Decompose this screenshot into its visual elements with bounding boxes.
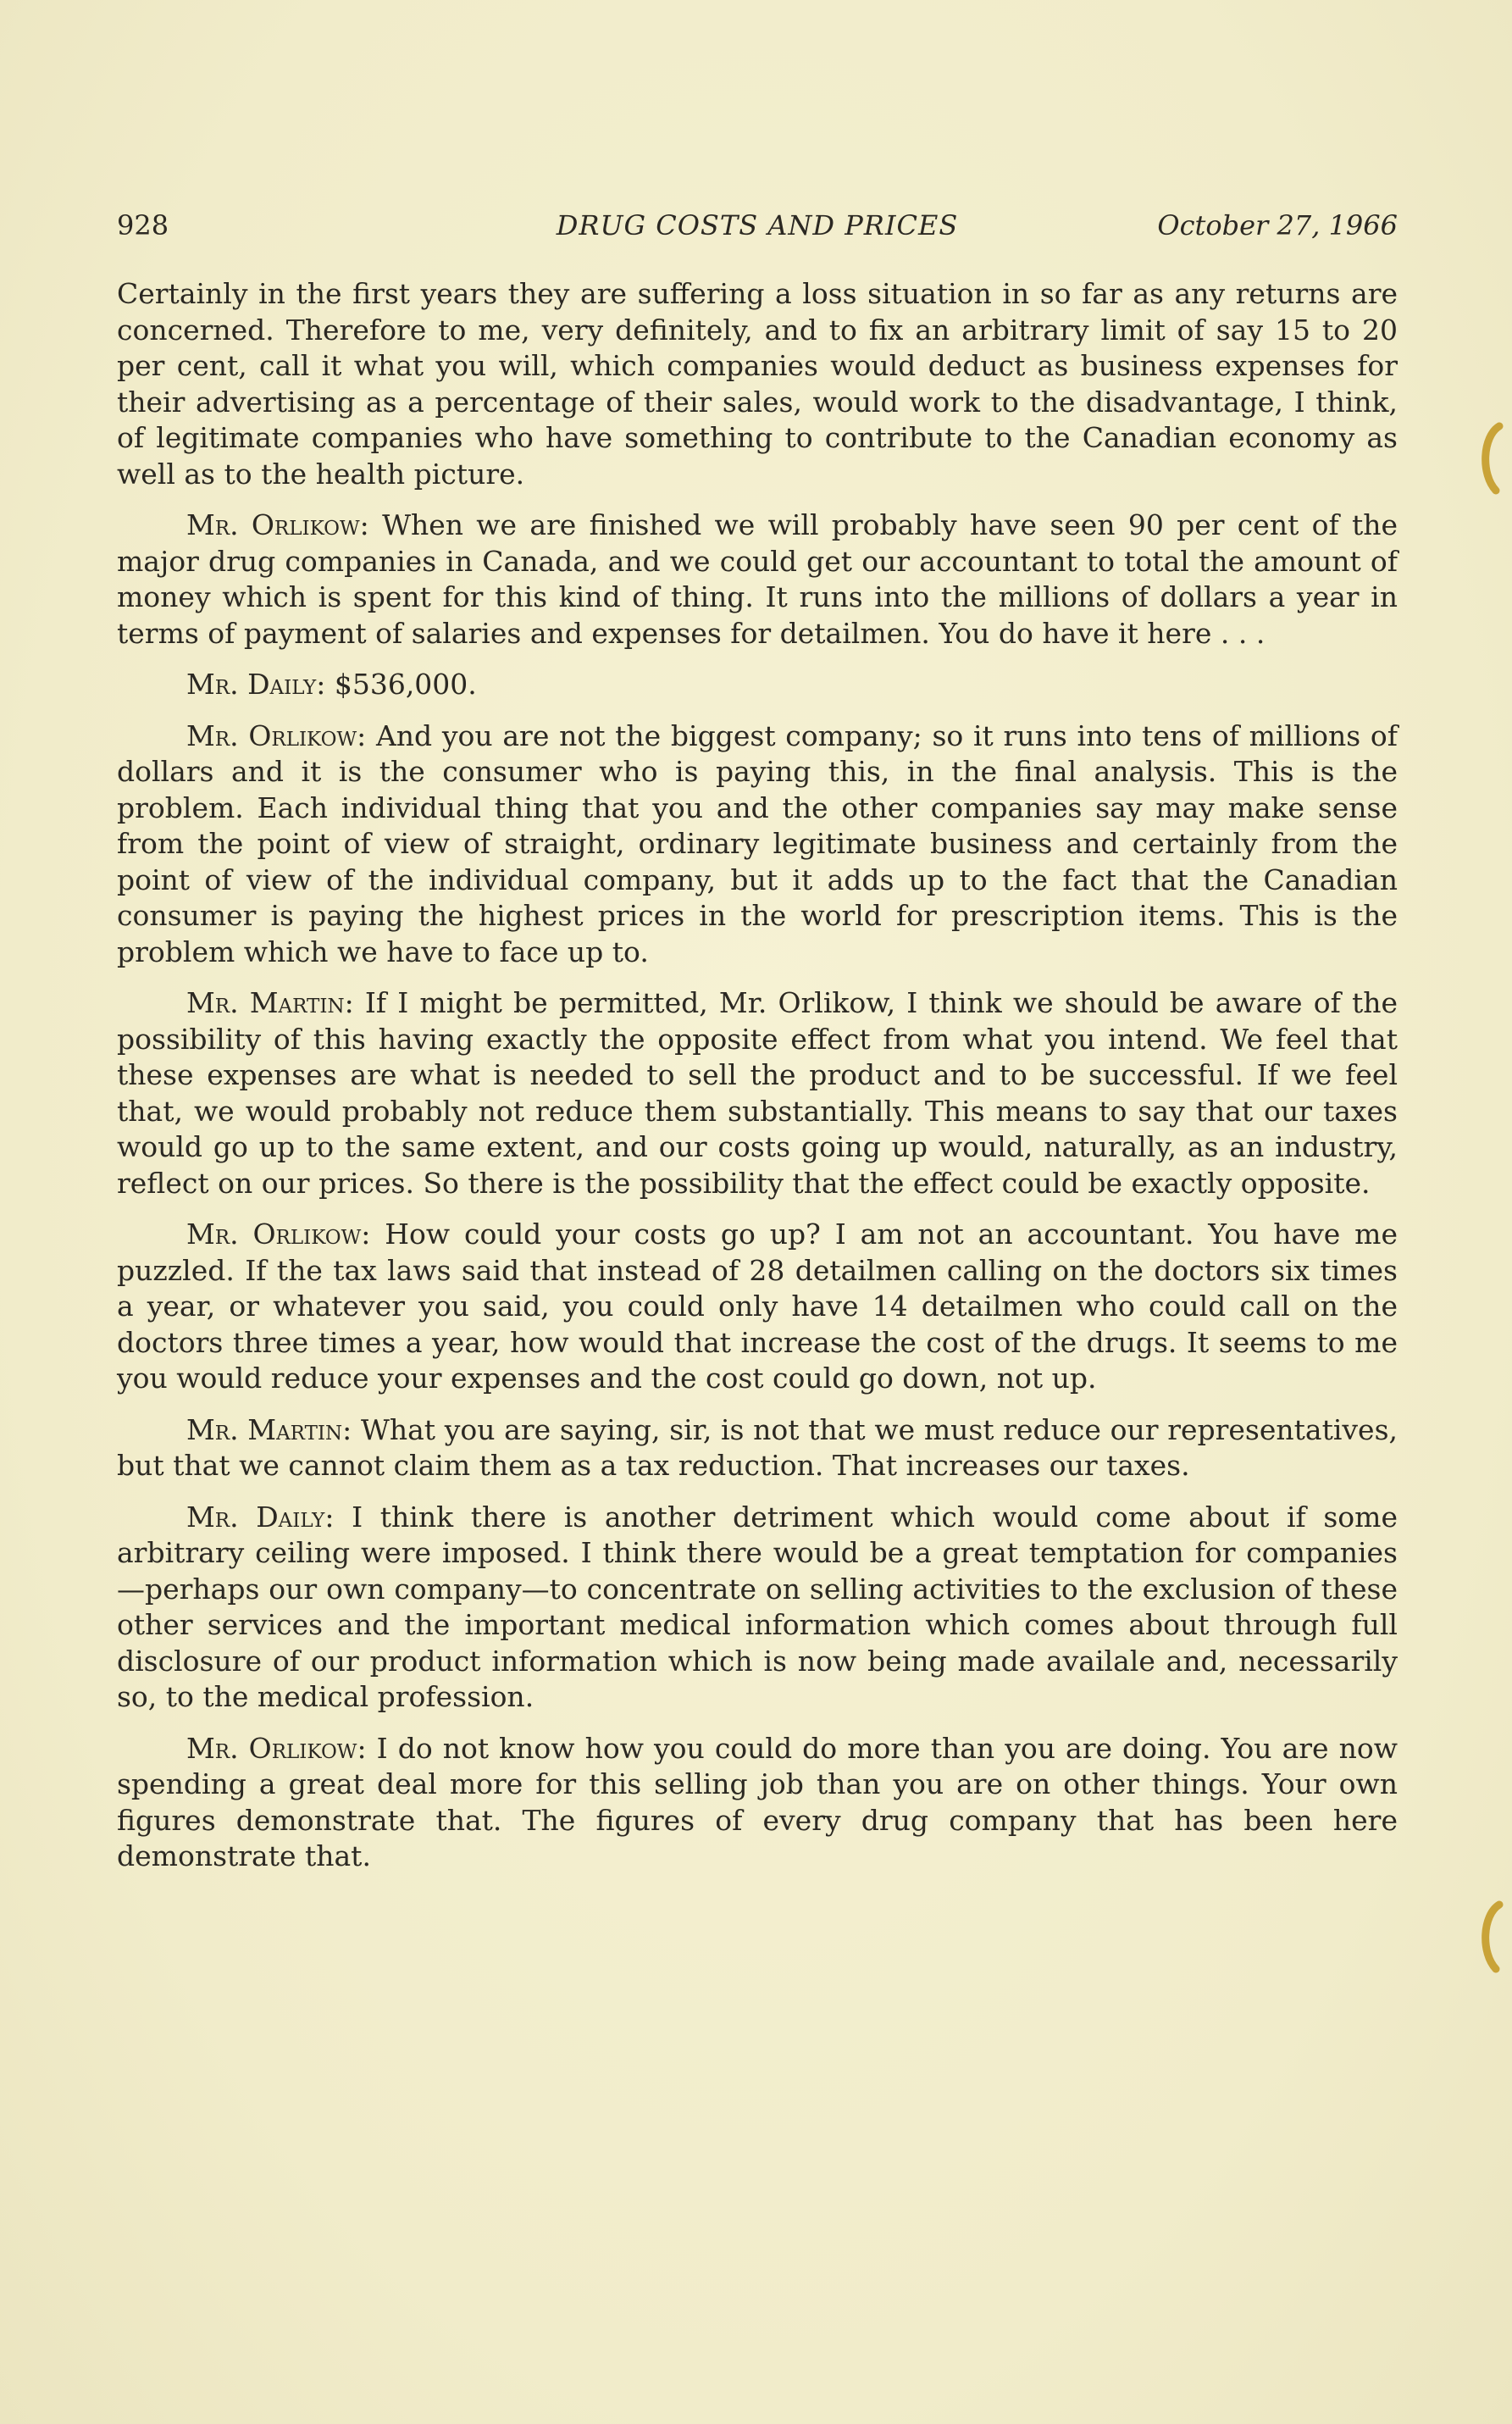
speaker-name: Mr. Daily: — [186, 1500, 335, 1534]
page-number: 928 — [117, 209, 169, 241]
paragraph — [117, 1412, 1398, 1484]
running-header — [117, 207, 1398, 244]
binding-ring-mark — [1474, 419, 1508, 496]
running-title: DRUG COSTS AND PRICES — [556, 209, 959, 241]
paragraph-text: If I might be permitted, Mr. Orlikow, I think we should be aware of the possibility of this having exactly the opposite effect from what you intend. We feel that these expenses are what is needed to sell the product and to be successful. If we feel that, we would probably not reduce them substantially. This means to say that our taxes would go up to the same extent, and our costs going up would, naturally, as an industry, reflect on our prices. So there is the possibility that the effect could be exactly opposite. — [117, 986, 1398, 1200]
paragraph — [117, 1500, 1398, 1716]
paragraph — [117, 508, 1398, 652]
speaker-name: Mr. Martin: — [186, 986, 354, 1019]
binding-ring-mark — [1474, 1898, 1508, 1974]
paragraph-text: When we are finished we will probably have seen 90 per cent of the major drug companies in Canada, and we could get our accountant to total the amount of money which is spent for this kind of thing. It runs into the millions of dollars a year in terms of payment of salaries and expenses for detailmen. You do have it here . . . — [117, 508, 1398, 650]
speaker-name: Mr. Daily: — [186, 668, 326, 701]
body-text — [117, 276, 1398, 1890]
speaker-name: Mr. Orlikow: — [186, 1218, 371, 1251]
speaker-name: Mr. Orlikow: — [186, 508, 369, 541]
paragraph-text: I do not know how you could do more than you are doing. You are now spending a great deal more for this selling job than you are on other things. Your own figures demonstrate that. The figures of every drug company that has been here demonstrate that. — [117, 1731, 1398, 1872]
speaker-name: Mr. Orlikow: — [186, 1731, 367, 1765]
header-date: October 27, 1966 — [1157, 209, 1398, 241]
paragraph-text: $536,000. — [325, 668, 477, 701]
paragraph-text: I think there is another detriment which would come about if some arbitrary ceiling were imposed. I think there would be a great temptation for companies—perhaps our own company—to concentrate on selling activities to the exclusion of these other services and the important medical information which comes about through full disclosure of our product information which is now being made availale and, necessarily so, to the medical profession. — [117, 1500, 1398, 1713]
speaker-name: Mr. Martin: — [186, 1412, 352, 1446]
paragraph-text: How could your costs go up? I am not an accountant. You have me puzzled. If the tax laws said that instead of 28 detailmen calling on the doctors six times a year, or whatever you said, you could only have 14 detailmen who could call on the doctors three times a year, how would that increase the cost of the drugs. It seems to me you would reduce your expenses and the cost could go down, not up. — [117, 1218, 1398, 1395]
paragraph — [117, 718, 1398, 971]
paragraph — [117, 1731, 1398, 1875]
paragraph-text: What you are saying, sir, is not that we must reduce our representatives, but that we cannot claim them as a tax reduction. That increases our taxes. — [117, 1412, 1398, 1482]
paragraph-text: Certainly in the first years they are suffering a loss situation in so far as any returns are concerned. Therefore to me, very definitely, and to fix an arbitrary limit of say 15 to 20 per cent, call it what you will, which companies would deduct as business expenses for their advertising as a percentage of their sales, would work to the disadvantage, I think, of legitimate companies who have something to contribute to the Canadian economy as well as to the health picture. — [117, 277, 1398, 491]
speaker-name: Mr. Orlikow: — [186, 718, 367, 752]
paragraph — [117, 1217, 1398, 1397]
paragraph-text: And you are not the biggest company; so it runs into tens of millions of dollars and it is the consumer who is paying this, in the final analysis. This is the problem. Each individual thing that you and the other companies say may make sense from the point of view of straight, ordinary legitimate business and certainly from the point of view of the individual company, but it adds up to the fact that the Canadian consumer is paying the highest prices in the world for prescription items. This is the problem which we have to face up to. — [117, 718, 1398, 968]
paragraph — [117, 985, 1398, 1201]
paragraph — [117, 276, 1398, 492]
paragraph — [117, 667, 1398, 703]
